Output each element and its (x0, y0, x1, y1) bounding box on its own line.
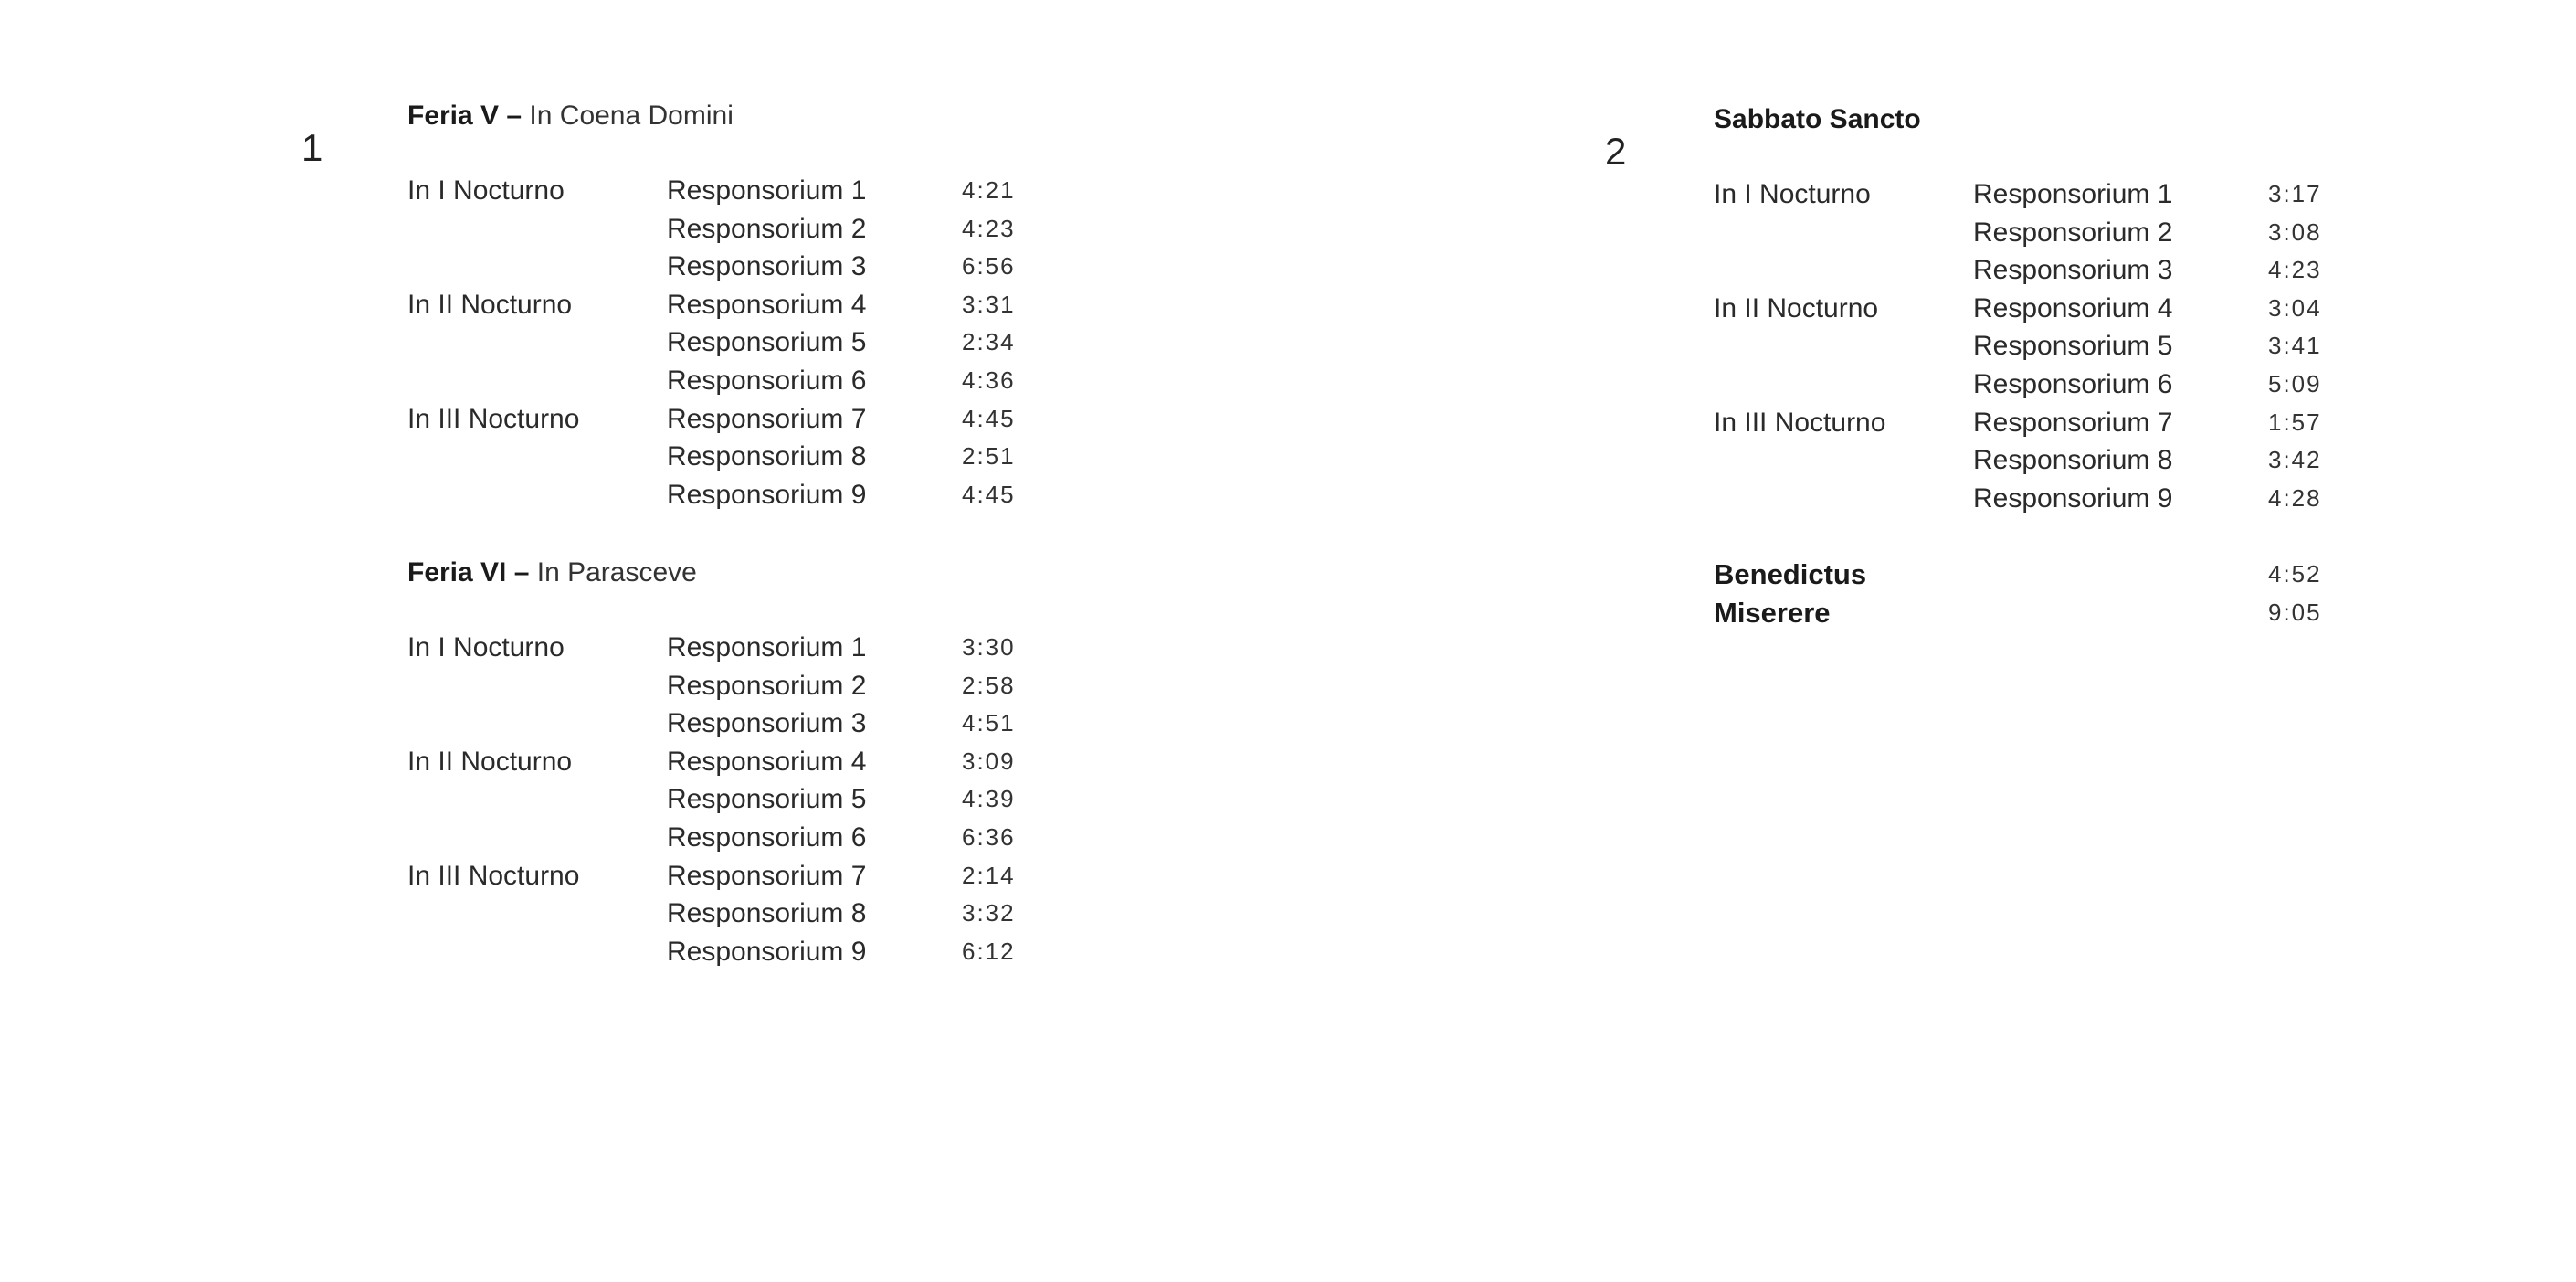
track-duration: 2:14 (962, 861, 1016, 889)
title-separator: – (506, 557, 537, 588)
section-title-bold: Sabbato Sancto (1714, 104, 1921, 134)
nocturno-label: In II Nocturno (407, 289, 573, 320)
extra-duration: 9:05 (2268, 598, 2322, 626)
extra-title: Benedictus (1714, 558, 1867, 591)
track-row (407, 323, 1016, 362)
track-row (407, 857, 1016, 895)
nocturno-label: In III Nocturno (407, 403, 580, 434)
track-title: Responsorium 3 (667, 251, 867, 282)
track-duration: 3:04 (2268, 293, 2322, 322)
track-row (407, 248, 1016, 286)
track-title: Responsorium 1 (667, 632, 867, 662)
track-list (1714, 175, 2322, 517)
track-title: Responsorium 7 (667, 860, 867, 891)
track-row (1714, 327, 2322, 366)
track-row (407, 895, 1016, 933)
track-duration: 6:36 (962, 822, 1016, 851)
disc-number-2: 2 (1605, 130, 1627, 173)
track-title: Responsorium 2 (1973, 217, 2173, 248)
track-row (407, 172, 1016, 210)
track-row (407, 362, 1016, 400)
track-row (407, 933, 1016, 971)
track-row (407, 400, 1016, 439)
track-row (407, 210, 1016, 249)
track-title: Responsorium 6 (667, 365, 867, 396)
nocturno-label: In III Nocturno (407, 860, 580, 891)
track-title: Responsorium 8 (667, 898, 867, 929)
track-row (407, 667, 1016, 705)
track-duration: 3:31 (962, 290, 1016, 318)
track-row (407, 476, 1016, 514)
nocturno-label: In I Nocturno (407, 632, 565, 662)
track-row (1714, 175, 2322, 214)
track-duration: 4:21 (962, 176, 1016, 204)
section-heading (407, 556, 697, 590)
track-duration: 3:41 (2268, 332, 2322, 360)
track-title: Responsorium 2 (667, 670, 867, 701)
track-duration: 2:34 (962, 328, 1016, 356)
track-row (1714, 480, 2322, 518)
track-row (1714, 366, 2322, 404)
section-heading (1714, 102, 1921, 137)
section-feria-vi (407, 556, 1016, 970)
track-list (407, 172, 1016, 514)
track-row (407, 743, 1016, 781)
track-duration: 4:51 (962, 709, 1016, 737)
track-row (407, 438, 1016, 476)
extra-track-miserere (1714, 594, 2322, 632)
track-duration: 5:09 (2268, 369, 2322, 397)
track-row (1714, 441, 2322, 480)
track-title: Responsorium 5 (667, 327, 867, 358)
track-duration: 2:51 (962, 442, 1016, 471)
disc-number-1: 1 (301, 126, 323, 169)
track-duration: 4:23 (962, 214, 1016, 242)
track-duration: 1:57 (2268, 408, 2322, 436)
extra-title: Miserere (1714, 596, 1831, 629)
track-title: Responsorium 4 (1973, 292, 2173, 323)
track-duration: 2:58 (962, 671, 1016, 699)
track-duration: 3:32 (962, 899, 1016, 927)
track-title: Responsorium 6 (1973, 368, 2173, 399)
track-title: Responsorium 8 (1973, 445, 2173, 476)
track-duration: 3:30 (962, 633, 1016, 661)
track-duration: 4:23 (2268, 256, 2322, 284)
track-title: Responsorium 3 (667, 708, 867, 739)
track-title: Responsorium 4 (667, 746, 867, 777)
track-row (1714, 251, 2322, 290)
section-title-light: In Parasceve (536, 557, 697, 588)
track-row (407, 705, 1016, 743)
track-title: Responsorium 2 (667, 213, 867, 244)
nocturno-label: In II Nocturno (407, 746, 573, 777)
track-duration: 4:36 (962, 366, 1016, 394)
section-feria-v (407, 99, 1016, 514)
track-duration: 4:45 (962, 480, 1016, 508)
track-title: Responsorium 5 (667, 784, 867, 815)
title-separator: – (499, 101, 530, 131)
track-title: Responsorium 8 (667, 441, 867, 472)
section-title-bold: Feria V (407, 101, 500, 131)
section-heading (407, 99, 734, 133)
track-row (1714, 404, 2322, 442)
track-title: Responsorium 7 (1973, 407, 2173, 438)
track-row (407, 286, 1016, 324)
track-duration: 3:17 (2268, 180, 2322, 207)
extra-duration: 4:52 (2268, 560, 2322, 588)
track-title: Responsorium 4 (667, 289, 867, 320)
track-row (407, 629, 1016, 667)
track-duration: 6:12 (962, 937, 1016, 965)
track-title: Responsorium 6 (667, 821, 867, 853)
track-row (1714, 214, 2322, 252)
track-title: Responsorium 9 (667, 479, 867, 510)
track-duration: 3:42 (2268, 446, 2322, 474)
extra-track-benedictus (1714, 556, 2322, 594)
section-sabbato-sancto (1714, 102, 2322, 632)
track-duration: 4:28 (2268, 483, 2322, 512)
track-row (407, 819, 1016, 857)
nocturno-label: In I Nocturno (407, 175, 565, 206)
track-title: Responsorium 1 (1973, 179, 2173, 209)
nocturno-label: In II Nocturno (1714, 292, 1879, 323)
track-title: Responsorium 9 (667, 936, 867, 967)
track-duration: 3:09 (962, 747, 1016, 775)
track-title: Responsorium 1 (667, 175, 867, 206)
track-row (1714, 290, 2322, 328)
track-title: Responsorium 5 (1973, 331, 2173, 362)
track-duration: 4:45 (962, 404, 1016, 432)
track-duration: 3:08 (2268, 217, 2322, 246)
track-duration: 4:39 (962, 785, 1016, 813)
track-duration: 6:56 (962, 252, 1016, 281)
nocturno-label: In III Nocturno (1714, 407, 1886, 438)
track-title: Responsorium 7 (667, 403, 867, 434)
nocturno-label: In I Nocturno (1714, 179, 1871, 209)
track-list (407, 629, 1016, 970)
section-title-light: In Coena Domini (529, 101, 734, 131)
track-title: Responsorium 9 (1973, 482, 2173, 514)
section-title-bold: Feria VI (407, 557, 507, 588)
track-row (407, 780, 1016, 819)
track-title: Responsorium 3 (1973, 255, 2173, 286)
